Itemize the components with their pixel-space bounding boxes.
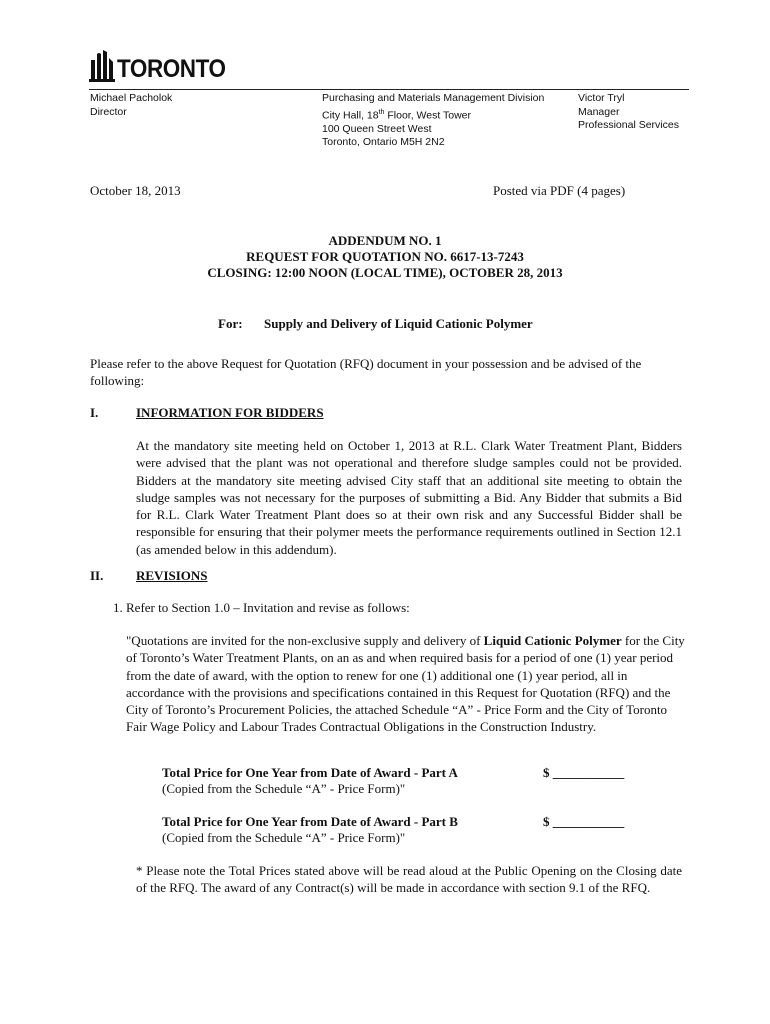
revised-invitation-text: "Quotations are invited for the non-exclusive supply and delivery of Liquid Cationic Polymer for the City of Toronto’s Water Treatment Plants, on an as and when required basis for a period of one (1) year period from the date of award, with the option to renew for one (1) additional one (1) year period, all in accordance with the provisions and specifications contained in this Request for Quotation (RFQ) and the City of Toronto’s Procurement Policies, the attached Schedule “A” - Price Form and the City of Toronto Fair Wage Policy and Labour Trades Contractual Obligations in the Construction Industry. <box>126 633 685 735</box>
manager-block <box>578 92 679 133</box>
closing-date: CLOSING: 12:00 NOON (LOCAL TIME), OCTOBER 28, 2013 <box>207 265 563 280</box>
posted-note: Posted via PDF (4 pages) <box>493 183 626 198</box>
rfq-subject: Supply and Delivery of Liquid Cationic Polymer <box>264 316 533 331</box>
part-b-title: Total Price for One Year from Date of Award - Part B <box>162 814 458 829</box>
letter-date: October 18, 2013 <box>90 183 181 198</box>
city-logo <box>89 48 238 82</box>
section-1-number: I. <box>90 405 99 420</box>
division-name: Purchasing and Materials Management Division <box>322 92 545 104</box>
part-b-amount: $ ___________ <box>543 814 625 829</box>
manager-name: Victor Tryl <box>578 92 625 104</box>
revision-item-1: 1. Refer to Section 1.0 – Invitation and revise as follows: <box>113 600 410 615</box>
address-street: 100 Queen Street West <box>322 122 432 135</box>
address-line-floor: City Hall, 18th Floor, West Tower <box>322 108 472 121</box>
address-city: Toronto, Ontario M5H 2N2 <box>322 136 445 148</box>
part-a-title: Total Price for One Year from Date of Award - Part A <box>162 765 458 780</box>
part-b-note: (Copied from the Schedule “A” - Price Form)" <box>162 830 406 845</box>
section-2-number: II. <box>90 568 104 583</box>
sender-block <box>90 92 172 119</box>
part-a-amount: $ ___________ <box>543 765 625 780</box>
part-a-note: (Copied from the Schedule “A” - Price Form)" <box>162 781 406 796</box>
product-name: Liquid Cationic Polymer <box>483 633 622 648</box>
section-1-body: At the mandatory site meeting held on October 1, 2013 at R.L. Clark Water Treatment Plant, Bidders were advised that the plant was not operational and therefore sludge samples could not be provided. Bidders at the mandatory site meeting advised City staff that an additional site meeting to obtain the sludge samples was not necessary for the purposes of submitting a Bid. Any Bidder that submits a Bid for R.L. Clark Water Treatment Plant does so at their own risk and any Successful Bidder shall be responsible for ensuring that their polymer meets the performance requirements outlined in Section 12.1 (as amended below in this addendum). <box>136 438 682 557</box>
manager-title: Manager <box>578 105 620 118</box>
section-1-heading: INFORMATION FOR BIDDERS <box>136 405 324 420</box>
city-hall-icon <box>89 50 115 82</box>
sender-title: Director <box>90 105 127 118</box>
intro-paragraph: Please refer to the above Request for Quotation (RFQ) document in your possession and be advised of the following: <box>90 356 642 389</box>
logo-wordmark: TORONTO <box>117 55 226 83</box>
manager-unit: Professional Services <box>578 119 679 131</box>
addendum-number: ADDENDUM NO. 1 <box>328 233 442 248</box>
division-address <box>322 92 544 150</box>
section-2-heading: REVISIONS <box>136 568 208 583</box>
for-label: For: <box>218 316 243 331</box>
sender-name: Michael Pacholok <box>90 92 173 104</box>
public-opening-note: * Please note the Total Prices stated above will be read aloud at the Public Opening on the Closing date of the RFQ. The award of any Contract(s) will be made in accordance with section 9.1 of the RFQ. <box>136 863 682 896</box>
header-rule <box>89 89 689 90</box>
rfq-number: REQUEST FOR QUOTATION NO. 6617-13-7243 <box>246 249 524 264</box>
